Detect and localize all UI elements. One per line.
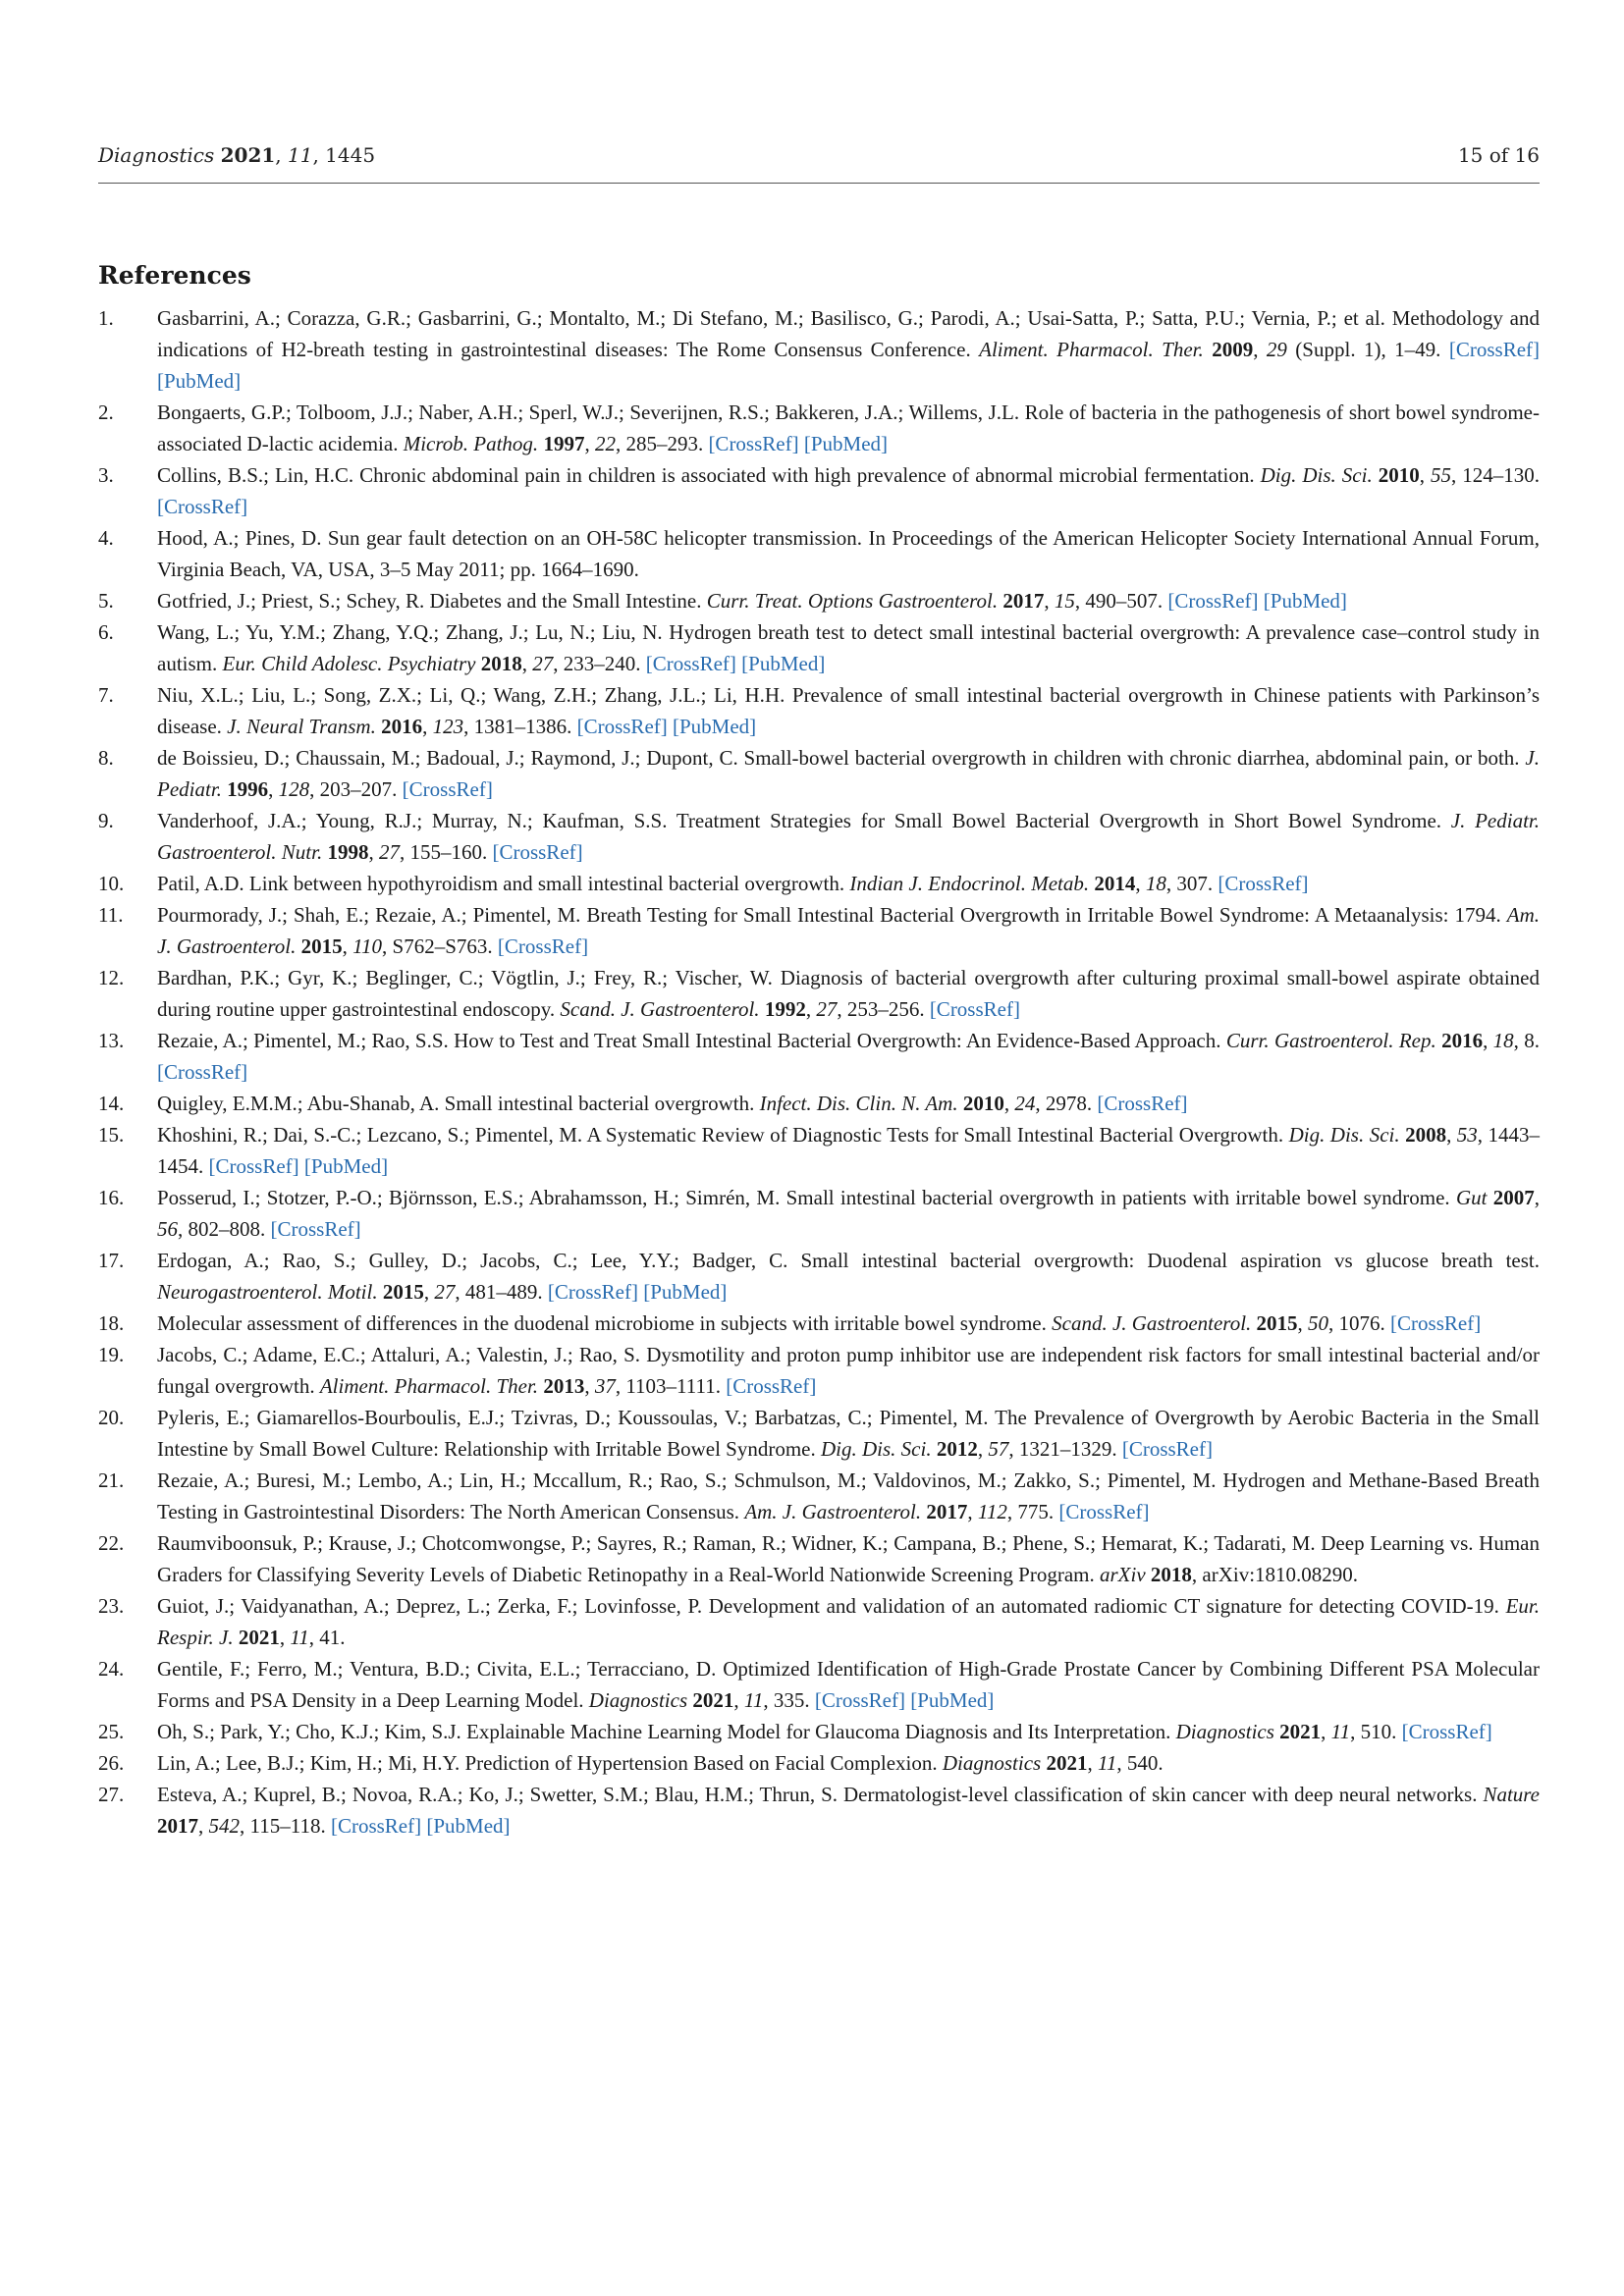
journal-title: 57 xyxy=(988,1437,1009,1461)
publication-year: 2017 xyxy=(157,1814,198,1838)
reference-text: , 775. xyxy=(1006,1500,1059,1523)
publication-year: 2007 xyxy=(1492,1186,1535,1209)
crossref-link[interactable]: [CrossRef] xyxy=(157,1060,248,1084)
reference-text: , 41. xyxy=(308,1626,346,1649)
reference-number: 5. xyxy=(98,589,114,613)
reference-text: , 1103–1111. xyxy=(615,1374,727,1398)
pubmed-link[interactable]: [PubMed] xyxy=(803,432,889,455)
journal-title: Indian J. Endocrinol. Metab. xyxy=(849,872,1090,895)
reference-number: 13. xyxy=(98,1029,125,1052)
pubmed-link[interactable]: [PubMed] xyxy=(157,369,242,393)
journal-title: 11 xyxy=(290,1626,309,1649)
journal-title: Eur. Child Adolesc. Psychiatry xyxy=(222,652,476,675)
reference-item xyxy=(98,868,1540,899)
pubmed-link[interactable]: [PubMed] xyxy=(643,1280,728,1304)
journal-title: 24 xyxy=(1014,1092,1036,1115)
reference-text: , xyxy=(1135,872,1146,895)
reference-number: 23. xyxy=(98,1594,125,1618)
crossref-link[interactable]: [CrossRef] xyxy=(814,1688,905,1712)
reference-number: 10. xyxy=(98,872,125,895)
crossref-link[interactable]: [CrossRef] xyxy=(708,432,799,455)
journal-title: arXiv xyxy=(1099,1563,1146,1586)
journal-title: Gut xyxy=(1455,1186,1488,1209)
journal-title: Aliment. Pharmacol. Ther. xyxy=(979,338,1204,361)
journal-title: 18 xyxy=(1145,872,1166,895)
reference-item xyxy=(98,1716,1540,1747)
journal-title: Dig. Dis. Sci. xyxy=(1260,463,1373,487)
reference-item xyxy=(98,1339,1540,1402)
journal-title: Am. J. Gastroenterol. xyxy=(744,1500,922,1523)
reference-item xyxy=(98,1590,1540,1653)
reference-text: Rezaie, A.; Buresi, M.; Lembo, A.; Lin, H.; Mccallum, R.; Rao, S.; Schmulson, M.; Valdovinos, M.; Zakko, S.; Pimentel, M. Hydrogen and Methane-Based Breath Testing in Gastrointestinal Disorders: The North American Consensus. xyxy=(157,1468,1540,1523)
crossref-link[interactable]: [CrossRef] xyxy=(497,934,589,958)
crossref-link[interactable]: [CrossRef] xyxy=(1401,1720,1492,1743)
journal-title: Nature xyxy=(1483,1783,1540,1806)
reference-text xyxy=(1204,338,1212,361)
reference-text: , xyxy=(1253,338,1267,361)
reference-item xyxy=(98,805,1540,868)
reference-number: 11. xyxy=(98,903,124,927)
journal-title: Infect. Dis. Clin. N. Am. xyxy=(759,1092,958,1115)
reference-text: , xyxy=(268,777,279,801)
reference-text: , 2978. xyxy=(1035,1092,1098,1115)
journal-volume: 11 xyxy=(288,143,313,167)
reference-item xyxy=(98,1025,1540,1088)
journal-title: Dig. Dis. Sci. xyxy=(1288,1123,1400,1147)
publication-year: 2018 xyxy=(1150,1563,1192,1586)
publication-year: 2016 xyxy=(1441,1029,1484,1052)
reference-text: , 1076. xyxy=(1328,1311,1391,1335)
reference-number: 26. xyxy=(98,1751,125,1775)
reference-item xyxy=(98,899,1540,962)
journal-title: 27 xyxy=(816,997,838,1021)
journal-title: Diagnostics xyxy=(942,1751,1042,1775)
journal-title: 50 xyxy=(1308,1311,1329,1335)
reference-item xyxy=(98,1182,1540,1245)
pubmed-link[interactable]: [PubMed] xyxy=(303,1154,389,1178)
reference-text: Erdogan, A.; Rao, S.; Gulley, D.; Jacobs, C.; Lee, Y.Y.; Badger, C. Small intestinal bacterial overgrowth: Duodenal aspiration vs glucose breath test. xyxy=(157,1249,1540,1272)
journal-title: 29 xyxy=(1266,338,1287,361)
reference-text: , S762–S763. xyxy=(382,934,498,958)
reference-text: , xyxy=(1446,1123,1457,1147)
reference-text: , xyxy=(1534,1186,1540,1209)
pubmed-link[interactable]: [PubMed] xyxy=(426,1814,511,1838)
reference-text: Pourmorady, J.; Shah, E.; Rezaie, A.; Pimentel, M. Breath Testing for Small Intestinal Bacterial Overgrowth in Irritable Bowel Syndrome: A Metaanalysis: 1794. xyxy=(157,903,1507,927)
crossref-link[interactable]: [CrossRef] xyxy=(1097,1092,1188,1115)
reference-text: Lin, A.; Lee, B.J.; Kim, H.; Mi, H.Y. Prediction of Hypertension Based on Facial Complexion. xyxy=(157,1751,943,1775)
reference-number: 17. xyxy=(98,1249,125,1272)
reference-text: , 802–808. xyxy=(178,1217,271,1241)
reference-text: , 335. xyxy=(763,1688,815,1712)
journal-title: 112 xyxy=(977,1500,1007,1523)
journal-title: 53 xyxy=(1456,1123,1478,1147)
reference-text: , xyxy=(967,1500,978,1523)
journal-title: Microb. Pathog. xyxy=(403,432,539,455)
reference-item xyxy=(98,742,1540,805)
reference-number: 20. xyxy=(98,1406,125,1429)
reference-text: Collins, B.S.; Lin, H.C. Chronic abdominal pain in children is associated with high prevalence of abnormal microbial fermentation. xyxy=(157,463,1261,487)
journal-title: Am. J. Gastroenterol. xyxy=(157,903,1540,958)
publication-year: 2010 xyxy=(962,1092,1004,1115)
journal-year: 2021 xyxy=(220,143,276,167)
journal-title: Diagnostics xyxy=(588,1688,688,1712)
reference-text: , 285–293. xyxy=(615,432,709,455)
journal-title: 11 xyxy=(1330,1720,1351,1743)
reference-text: Guiot, J.; Vaidyanathan, A.; Deprez, L.; Zerka, F.; Lovinfosse, P. Development and validation of an automated radiomic CT signature for detecting COVID-19. xyxy=(157,1594,1506,1618)
reference-text: , 203–207. xyxy=(309,777,403,801)
reference-number: 9. xyxy=(98,809,114,832)
publication-year: 2015 xyxy=(1256,1311,1298,1335)
publication-year: 1998 xyxy=(327,840,369,864)
journal-title: Diagnostics xyxy=(1175,1720,1274,1743)
reference-text: Jacobs, C.; Adame, E.C.; Attaluri, A.; Valestin, J.; Rao, S. Dysmotility and proton pump inhibitor use are independent risk factors for small intestinal bacterial and/or fungal overgrowth. xyxy=(157,1343,1540,1398)
page-number: 15 of 16 xyxy=(1457,143,1540,167)
reference-text: , xyxy=(977,1437,989,1461)
crossref-link[interactable]: [CrossRef] xyxy=(726,1374,817,1398)
reference-item xyxy=(98,1088,1540,1119)
reference-text: Raumviboonsuk, P.; Krause, J.; Chotcomwongse, P.; Sayres, R.; Raman, R.; Widner, K.; Campana, B.; Phene, S.; Hemarat, K.; Tadarati, M. Deep Learning vs. Human Graders for Classifying Severity Levels of Diabetic Retinopathy in a Real-World Nationwide Screening Program. xyxy=(157,1531,1540,1586)
reference-text: , xyxy=(368,840,379,864)
reference-text: , 1321–1329. xyxy=(1008,1437,1122,1461)
reference-number: 4. xyxy=(98,526,114,550)
publication-year: 2017 xyxy=(1002,589,1045,613)
publication-year: 2008 xyxy=(1405,1123,1447,1147)
reference-item xyxy=(98,1653,1540,1716)
reference-item xyxy=(98,1527,1540,1590)
crossref-link[interactable]: [CrossRef] xyxy=(576,715,668,738)
publication-year: 1997 xyxy=(543,432,585,455)
reference-text: Khoshini, R.; Dai, S.-C.; Lezcano, S.; Pimentel, M. A Systematic Review of Diagnostic Tests for Small Intestinal Bacterial Overgrowth. xyxy=(157,1123,1289,1147)
journal-title: J. Pediatr. Gastroenterol. Nutr. xyxy=(157,809,1541,864)
reference-number: 27. xyxy=(98,1783,125,1806)
reference-text: Wang, L.; Yu, Y.M.; Zhang, Y.Q.; Zhang, J.; Lu, N.; Liu, N. Hydrogen breath test to detect small intestinal bacterial overgrowth: A prevalence case–control study in autism. xyxy=(157,620,1540,675)
reference-text: , xyxy=(1321,1720,1331,1743)
publication-year: 2010 xyxy=(1378,463,1420,487)
reference-text: , 8. xyxy=(1513,1029,1541,1052)
crossref-link[interactable]: [CrossRef] xyxy=(645,652,736,675)
reference-number: 24. xyxy=(98,1657,125,1681)
journal-name: Diagnostics xyxy=(98,143,215,167)
reference-text: Bongaerts, G.P.; Tolboom, J.J.; Naber, A.H.; Sperl, W.J.; Severijnen, R.S.; Bakkeren, J.A.; Willems, J.L. Role of bacteria in the pathogenesis of short bowel syndrome-associated D-lactic acidemia. xyxy=(157,400,1540,455)
journal-title: Eur. Respir. J. xyxy=(157,1594,1540,1649)
reference-item xyxy=(98,962,1540,1025)
reference-text: , xyxy=(584,432,595,455)
journal-title: 27 xyxy=(434,1280,456,1304)
reference-item xyxy=(98,1465,1540,1527)
crossref-link[interactable]: [CrossRef] xyxy=(1121,1437,1213,1461)
reference-text: , xyxy=(423,1280,435,1304)
reference-text: , 490–507. xyxy=(1074,589,1168,613)
reference-text: , xyxy=(805,997,817,1021)
reference-number: 16. xyxy=(98,1186,125,1209)
reference-number: 1. xyxy=(98,306,114,330)
crossref-link[interactable]: [CrossRef] xyxy=(157,495,248,518)
journal-title: 22 xyxy=(594,432,616,455)
reference-number: 12. xyxy=(98,966,125,989)
reference-number: 14. xyxy=(98,1092,125,1115)
reference-item xyxy=(98,1308,1540,1339)
pubmed-link[interactable]: [PubMed] xyxy=(741,652,826,675)
publication-year: 1996 xyxy=(227,777,269,801)
journal-title: Dig. Dis. Sci. xyxy=(821,1437,932,1461)
reference-number: 19. xyxy=(98,1343,125,1366)
reference-number: 21. xyxy=(98,1468,125,1492)
publication-year: 2012 xyxy=(936,1437,978,1461)
journal-title: 27 xyxy=(378,840,400,864)
crossref-link[interactable]: [CrossRef] xyxy=(402,777,493,801)
reference-number: 2. xyxy=(98,400,114,424)
reference-number: 8. xyxy=(98,746,114,770)
reference-text: Gentile, F.; Ferro, M.; Ventura, B.D.; Civita, E.L.; Terracciano, D. Optimized Identification of High-Grade Prostate Cancer by Combining Different PSA Molecular Forms and PSA Density in a Deep Learning Model. xyxy=(157,1657,1540,1712)
reference-text: Patil, A.D. Link between hypothyroidism and small intestinal bacterial overgrowth. xyxy=(157,872,850,895)
reference-number: 3. xyxy=(98,463,114,487)
reference-text: , arXiv:1810.08290. xyxy=(1191,1563,1359,1586)
journal-title: 542 xyxy=(208,1814,240,1838)
journal-title: Scand. J. Gastroenterol. xyxy=(560,997,760,1021)
journal-title: 110 xyxy=(352,934,383,958)
reference-text: , xyxy=(1419,463,1431,487)
crossref-link[interactable]: [CrossRef] xyxy=(1390,1311,1482,1335)
reference-text: , xyxy=(1044,589,1055,613)
publication-year: 2014 xyxy=(1094,872,1136,895)
journal-title: Curr. Gastroenterol. Rep. xyxy=(1225,1029,1436,1052)
reference-item xyxy=(98,397,1540,459)
article-number: 1445 xyxy=(325,143,376,167)
reference-text: , xyxy=(1003,1092,1015,1115)
publication-year: 2013 xyxy=(543,1374,585,1398)
crossref-link[interactable]: [CrossRef] xyxy=(208,1154,299,1178)
reference-number: 6. xyxy=(98,620,114,644)
reference-item xyxy=(98,679,1540,742)
journal-title: 37 xyxy=(594,1374,616,1398)
journal-title: Scand. J. Gastroenterol. xyxy=(1052,1311,1252,1335)
journal-title: Aliment. Pharmacol. Ther. xyxy=(319,1374,539,1398)
journal-citation: Diagnostics 2021, 11, 1445 xyxy=(98,143,376,167)
reference-text: Quigley, E.M.M.; Abu-Shanab, A. Small intestinal bacterial overgrowth. xyxy=(157,1092,760,1115)
reference-text: Gasbarrini, A.; Corazza, G.R.; Gasbarrini, G.; Montalto, M.; Di Stefano, M.; Basilisco, G.; Parodi, A.; Usai-Satta, P.; Satta, P.U.; Vernia, P.; et al. Methodology and indications of H2-breath testing in gastrointestinal diseases: The Rome Consensus Conference. xyxy=(157,306,1540,361)
reference-number: 18. xyxy=(98,1311,125,1335)
reference-number: 22. xyxy=(98,1531,125,1555)
crossref-link[interactable]: [CrossRef] xyxy=(270,1217,361,1241)
pubmed-link[interactable]: [PubMed] xyxy=(673,715,757,738)
references-heading: References xyxy=(98,261,251,290)
reference-text: , 307. xyxy=(1165,872,1218,895)
reference-text: , 1381–1386. xyxy=(463,715,577,738)
reference-item xyxy=(98,522,1540,585)
publication-year: 2015 xyxy=(382,1280,424,1304)
crossref-link[interactable]: [CrossRef] xyxy=(492,840,583,864)
journal-title: Neurogastroenterol. Motil. xyxy=(157,1280,378,1304)
page-header xyxy=(98,143,1540,177)
crossref-link[interactable]: [CrossRef] xyxy=(1448,338,1541,361)
publication-year: 1992 xyxy=(764,997,806,1021)
reference-text: , xyxy=(584,1374,595,1398)
journal-title: 27 xyxy=(532,652,554,675)
reference-text: , xyxy=(198,1814,209,1838)
reference-text: Esteva, A.; Kuprel, B.; Novoa, R.A.; Ko, J.; Swetter, S.M.; Blau, H.M.; Thrun, S. Dermatologist-level classification of skin cancer with deep neural networks. xyxy=(157,1783,1484,1806)
reference-item xyxy=(98,1119,1540,1182)
reference-item xyxy=(98,616,1540,679)
reference-text: Gotfried, J.; Priest, S.; Schey, R. Diabetes and the Small Intestine. xyxy=(157,589,707,613)
reference-item xyxy=(98,1245,1540,1308)
reference-text: , 540. xyxy=(1116,1751,1164,1775)
crossref-link[interactable]: [CrossRef] xyxy=(1058,1500,1150,1523)
reference-text: , xyxy=(1297,1311,1309,1335)
reference-number: 25. xyxy=(98,1720,125,1743)
reference-text: , xyxy=(279,1626,291,1649)
reference-item xyxy=(98,302,1540,397)
reference-text: Molecular assessment of differences in the duodenal microbiome in subjects with irritable bowel syndrome. xyxy=(157,1311,1053,1335)
crossref-link[interactable]: [CrossRef] xyxy=(547,1280,638,1304)
reference-text: de Boissieu, D.; Chaussain, M.; Badoual, J.; Raymond, J.; Dupont, C. Small-bowel bacterial overgrowth in children with chronic diarrhea, abdominal pain, or both. xyxy=(157,746,1526,770)
crossref-link[interactable]: [CrossRef] xyxy=(1167,589,1259,613)
reference-number: 7. xyxy=(98,683,114,707)
pubmed-link[interactable]: [PubMed] xyxy=(910,1688,995,1712)
journal-title: 15 xyxy=(1054,589,1075,613)
reference-text: (Suppl. 1), 1–49. xyxy=(1286,338,1449,361)
reference-text: , xyxy=(342,934,353,958)
journal-title: Curr. Treat. Options Gastroenterol. xyxy=(706,589,999,613)
reference-text: Posserud, I.; Stotzer, P.-O.; Björnsson, E.S.; Abrahamsson, H.; Simrén, M. Small intestinal bacterial overgrowth in patients with irritable bowel syndrome. xyxy=(157,1186,1456,1209)
publication-year: 2021 xyxy=(692,1688,734,1712)
reference-text: , 481–489. xyxy=(455,1280,548,1304)
crossref-link[interactable]: [CrossRef] xyxy=(929,997,1020,1021)
reference-number: 15. xyxy=(98,1123,125,1147)
reference-text: , xyxy=(422,715,433,738)
journal-title: 56 xyxy=(157,1217,178,1241)
reference-text: , 253–256. xyxy=(837,997,930,1021)
publication-year: 2021 xyxy=(1046,1751,1088,1775)
reference-list xyxy=(98,302,1540,1842)
crossref-link[interactable]: [CrossRef] xyxy=(330,1814,422,1838)
reference-text: Bardhan, P.K.; Gyr, K.; Beglinger, C.; Vögtlin, J.; Frey, R.; Vischer, W. Diagnosis of bacterial overgrowth after culturing proximal small-bowel aspirate obtained during routine upper gastrointestinal endoscopy. xyxy=(157,966,1540,1021)
reference-text: Pyleris, E.; Giamarellos-Bourboulis, E.J.; Tzivras, D.; Koussoulas, V.; Barbatzas, C.; Pimentel, M. The Prevalence of Overgrowth by Aerobic Bacteria in the Small Intestine by Small Bowel Culture: Relationship with Irritable Bowel Syndrome. xyxy=(157,1406,1540,1461)
reference-text: , xyxy=(733,1688,744,1712)
reference-text: , xyxy=(1483,1029,1493,1052)
journal-title: 11 xyxy=(743,1688,764,1712)
reference-text: , 233–240. xyxy=(553,652,646,675)
header-rule xyxy=(98,183,1540,184)
reference-text: , 155–160. xyxy=(399,840,493,864)
reference-text: , 115–118. xyxy=(240,1814,331,1838)
reference-text: , xyxy=(1087,1751,1098,1775)
reference-text: , xyxy=(521,652,533,675)
journal-title: 55 xyxy=(1431,463,1451,487)
reference-text: Vanderhoof, J.A.; Young, R.J.; Murray, N.; Kaufman, S.S. Treatment Strategies for Small Bowel Bacterial Overgrowth in Short Bowel Syndrome. xyxy=(157,809,1451,832)
publication-year: 2017 xyxy=(926,1500,968,1523)
reference-item xyxy=(98,1779,1540,1842)
reference-text: Niu, X.L.; Liu, L.; Song, Z.X.; Li, Q.; Wang, Z.H.; Zhang, J.L.; Li, H.H. Prevalence of small intestinal bacterial overgrowth in Chinese patients with Parkinson’s disease. xyxy=(157,683,1540,738)
reference-text: Oh, S.; Park, Y.; Cho, K.J.; Kim, S.J. Explainable Machine Learning Model for Glaucoma Diagnosis and Its Interpretation. xyxy=(157,1720,1176,1743)
reference-text: , 1443–1454. xyxy=(157,1123,1541,1178)
reference-text: Hood, A.; Pines, D. Sun gear fault detection on an OH-58C helicopter transmission. In Proceedings of the American Helicopter Society International Annual Forum, Virginia Beach, VA, USA, 3–5 May 2011; pp. 1664–1690. xyxy=(157,526,1540,581)
journal-title: J. Pediatr. xyxy=(157,746,1540,801)
journal-title: 18 xyxy=(1492,1029,1514,1052)
publication-year: 2021 xyxy=(238,1626,280,1649)
journal-title: 128 xyxy=(278,777,310,801)
publication-year: 2015 xyxy=(300,934,343,958)
publication-year: 2021 xyxy=(1279,1720,1322,1743)
reference-item xyxy=(98,585,1540,616)
reference-item xyxy=(98,459,1540,522)
journal-title: 11 xyxy=(1097,1751,1117,1775)
journal-title: 123 xyxy=(432,715,464,738)
reference-text: Rezaie, A.; Pimentel, M.; Rao, S.S. How to Test and Treat Small Intestinal Bacterial Overgrowth: An Evidence-Based Approach. xyxy=(157,1029,1226,1052)
reference-text: , 510. xyxy=(1350,1720,1402,1743)
publication-year: 2009 xyxy=(1212,338,1254,361)
publication-year: 2018 xyxy=(480,652,522,675)
pubmed-link[interactable]: [PubMed] xyxy=(1263,589,1347,613)
crossref-link[interactable]: [CrossRef] xyxy=(1218,872,1309,895)
journal-title: J. Neural Transm. xyxy=(227,715,376,738)
reference-text: , 124–130. xyxy=(1451,463,1541,487)
publication-year: 2016 xyxy=(381,715,423,738)
reference-item xyxy=(98,1747,1540,1779)
reference-item xyxy=(98,1402,1540,1465)
